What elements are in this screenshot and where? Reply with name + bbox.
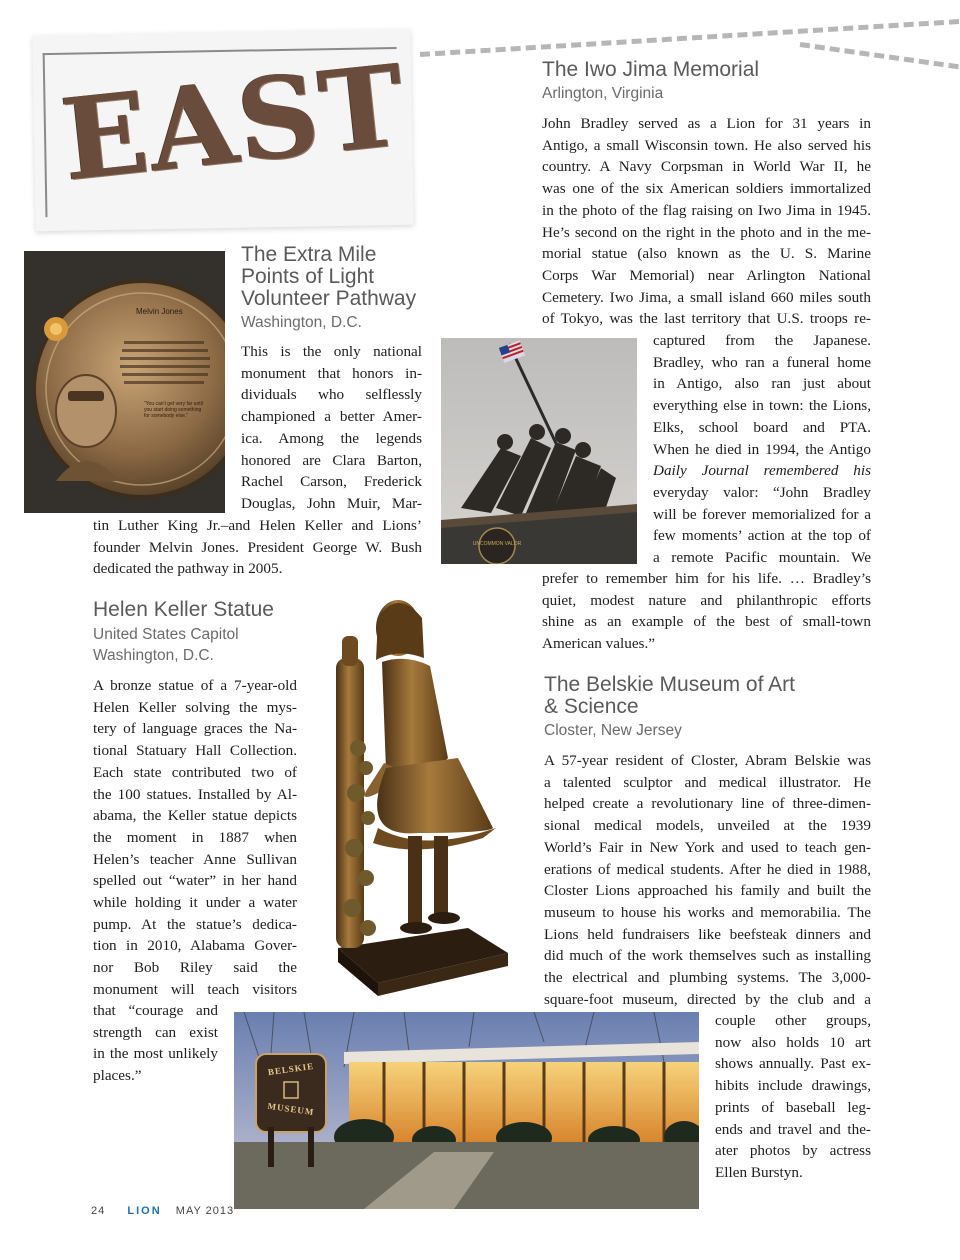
text-line: ica. Among the legends xyxy=(241,429,422,447)
page-number: 24 xyxy=(91,1205,106,1217)
text-line: championed a better Amer- xyxy=(241,408,422,426)
text-line: ends and travel and the- xyxy=(715,1120,871,1138)
iwo-jima-heading xyxy=(542,59,872,104)
text-line: He’s second on the right in the photo and in the me- xyxy=(542,223,871,241)
text-line: in the photo of the flag raising on Iwo Jima in 1945. xyxy=(542,201,871,219)
text-line: that “courage and xyxy=(93,1002,218,1019)
top-dashed-line xyxy=(420,19,959,57)
text-line: tional Statuary Hall Collection. xyxy=(93,742,297,760)
text-line: American values.” xyxy=(542,635,656,653)
text-line: in Antigo, also ran just about xyxy=(653,375,871,393)
text-line: did much of the work themselves such as installing xyxy=(544,947,871,965)
text-line: Antigo, a small Wisconsin town. He also served his xyxy=(542,136,871,154)
text-line: A 57-year resident of Closter, Abram Belskie was xyxy=(544,752,871,769)
text-line: strength can exist xyxy=(93,1023,218,1041)
plaque-image xyxy=(24,251,225,513)
iwo-jima-body-wide xyxy=(542,113,871,330)
text-line: couple other groups, xyxy=(715,1012,871,1029)
text-line: Closter Lions approached his family and built the xyxy=(544,882,871,900)
text-line: quiet, modest nature and philanthropic efforts xyxy=(542,591,871,609)
text-line: of Tokyo, was the last territory that U.S. troops re- xyxy=(542,310,871,328)
text-line: will be forever memorialized for a xyxy=(653,505,871,523)
text-line: ater photos by actress xyxy=(715,1142,871,1160)
extra-mile-location: Washington, D.C. xyxy=(241,314,362,331)
text-line: pump. At the statue’s dedica- xyxy=(93,915,297,933)
belskie-location: Closter, New Jersey xyxy=(544,722,682,739)
text-line: tion in 2010, Alabama Gover- xyxy=(93,937,297,955)
text-line: now also holds 10 art xyxy=(715,1033,871,1051)
text-line: abama, the Keller statue depicts xyxy=(93,807,297,825)
banner-title: EAST xyxy=(55,40,413,207)
text-line: Bradley, who ran a funeral home xyxy=(653,353,871,371)
belskie-title-line-1: The Belskie Museum of Art xyxy=(544,673,795,696)
museum-sign-line-2: MUSEUM xyxy=(267,1100,315,1118)
text-line: founder Melvin Jones. President George W. Bush xyxy=(93,538,422,556)
text-line: tin Luther King Jr.–and Helen Keller and Lions’ xyxy=(93,517,422,534)
text-line: monument that honors in- xyxy=(241,364,422,382)
text-line: Corps War Memorial) near Arlington National xyxy=(542,266,871,284)
extra-mile-body-wide xyxy=(93,515,422,580)
text-line: John Bradley served as a Lion for 31 years in xyxy=(542,115,871,132)
text-line: nor Bob Riley said the xyxy=(93,959,297,977)
text-line: Lions held fundraisers like beefsteak dinners and xyxy=(544,925,871,943)
text-line: monument will teach visitors xyxy=(93,980,297,998)
text-line: When he died in 1994, the Antigo xyxy=(653,440,871,458)
museum-sign-line-1: BELSKIE xyxy=(267,1060,315,1078)
text-line: in the most unlikely xyxy=(93,1045,218,1063)
belskie-body-narrow xyxy=(715,1010,871,1184)
text-line: A bronze statue of a 7-year-old xyxy=(93,677,297,694)
text-line: This is the only national xyxy=(241,343,422,360)
text-line: hibits include drawings, xyxy=(715,1077,871,1095)
text-line: few moments’ action at the top of xyxy=(653,527,871,545)
text-line: captured from the Japanese. xyxy=(653,332,871,349)
iwo-jima-body-bottom xyxy=(542,568,871,655)
extra-mile-title-line-1: The Extra Mile xyxy=(241,243,377,266)
text-line: World’s Fair in New York and used to teach gen- xyxy=(544,838,871,856)
helen-keller-body xyxy=(93,675,297,1001)
text-line: morial statue (also known as the U. S. Marine xyxy=(542,245,871,263)
belskie-title-line-2: & Science xyxy=(544,695,639,718)
text-line: everyday valor: “John Bradley xyxy=(653,483,871,501)
iwo-jima-location: Arlington, Virginia xyxy=(542,85,664,102)
text-line: places.” xyxy=(93,1067,142,1085)
text-line: country. A Navy Corpsman in World War II, he xyxy=(542,158,871,176)
statue-image xyxy=(318,588,518,998)
helen-keller-body-narrow xyxy=(93,1000,218,1087)
extra-mile-title-line-3: Volunteer Pathway xyxy=(241,287,417,310)
text-line: Daily Journal remembered his xyxy=(653,462,871,480)
plaque-quote: “You can't get very far until you start doing something for somebody else.” xyxy=(144,401,203,419)
text-line: Douglas, John Muir, Mar- xyxy=(241,494,422,512)
belskie-museum-photo xyxy=(234,1012,699,1209)
extra-mile-heading xyxy=(241,244,431,333)
text-line: tery of language graces the Na- xyxy=(93,720,297,738)
helen-keller-title: Helen Keller Statue xyxy=(93,598,274,621)
text-line: Helen Keller solving the mys- xyxy=(93,698,297,716)
text-line: square-foot museum, directed by the club and a xyxy=(544,990,871,1008)
helen-keller-statue-photo xyxy=(318,588,518,998)
text-line: helped create a revolutionary line of three-dimen- xyxy=(544,795,871,813)
text-line: sional medical models, unveiled at the 1939 xyxy=(544,817,871,835)
text-line: Elks, school board and PTA. xyxy=(653,418,871,436)
iwo-jima-body-narrow xyxy=(653,330,871,569)
plaque-name: Melvin Jones xyxy=(136,307,183,316)
helen-keller-location-line-1: United States Capitol xyxy=(93,626,239,643)
text-line: Each state contributed two of xyxy=(93,763,297,781)
memorial-image xyxy=(441,338,637,564)
extra-mile-title-line-2: Points of Light xyxy=(241,265,375,288)
issue-date: MAY 2013 xyxy=(175,1205,235,1217)
text-line: was one of the six American soldiers immortalized xyxy=(542,180,871,198)
iwo-jima-title: The Iwo Jima Memorial xyxy=(542,58,760,81)
helen-keller-location-line-2: Washington, D.C. xyxy=(93,647,214,664)
text-line: honored are Clara Barton, xyxy=(241,451,422,469)
text-line: museum to house his works and memorabilia. The xyxy=(544,903,871,921)
text-line: Ellen Burstyn. xyxy=(715,1163,803,1181)
text-line: dedicated the pathway in 2005. xyxy=(93,560,283,578)
belskie-heading xyxy=(544,674,864,741)
helen-keller-heading xyxy=(93,599,313,666)
text-line: shows annually. Past ex- xyxy=(715,1055,871,1073)
text-line: a remote Pacific mountain. We xyxy=(653,549,871,567)
plaque-photo xyxy=(24,251,225,513)
text-line: spelled out “water” in her hand xyxy=(93,872,297,890)
text-line: the moment in 1887 when xyxy=(93,828,297,846)
text-line: prints of baseball leg- xyxy=(715,1098,871,1116)
belskie-body-wide xyxy=(544,750,871,1010)
text-line: everything else in town: the Lions, xyxy=(653,397,871,415)
text-line: Helen’s teacher Anne Sullivan xyxy=(93,850,297,868)
magazine-name: LION xyxy=(127,1205,162,1217)
extra-mile-body-narrow xyxy=(241,341,422,515)
iwo-jima-photo xyxy=(441,338,637,564)
text-line: erations of medical students. After he died in 1988, xyxy=(544,860,871,878)
text-line: the electrical and plumbing systems. The 3,000- xyxy=(544,969,871,987)
page-footer xyxy=(91,1205,234,1217)
text-line: the 100 statues. Installed by Al- xyxy=(93,785,297,803)
text-line: prefer to remember him for his life. … Bradley’s xyxy=(542,570,871,587)
section-banner xyxy=(32,29,413,232)
text-line: Cemetery. Iwo Jima, a small island 660 miles south xyxy=(542,288,871,306)
text-line: dividuals who selflessly xyxy=(241,386,422,404)
pedestal-text: UNCOMMON VALOR xyxy=(472,541,522,547)
text-line: shine as an example of the best of small-town xyxy=(542,613,871,631)
text-line: Rachel Carson, Frederick xyxy=(241,473,422,491)
text-line: while holding it under a water xyxy=(93,894,297,912)
text-line: a talented sculptor and medical illustrator. He xyxy=(544,773,871,791)
